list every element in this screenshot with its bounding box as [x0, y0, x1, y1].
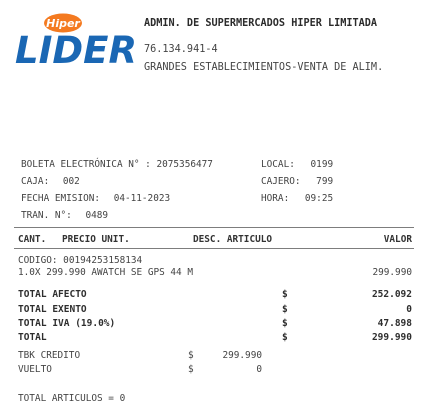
- fecha-label: FECHA EMISION:: [21, 193, 101, 204]
- total-exento-value: 0: [406, 304, 412, 315]
- company-rut: 76.134.941-4: [144, 44, 218, 55]
- hora-row: [261, 194, 333, 203]
- header-cant: CANT.: [18, 234, 47, 245]
- company-name: ADMIN. DE SUPERMERCADOS HIPER LIMITADA: [144, 18, 378, 29]
- company-activity: GRANDES ESTABLECIMIENTOS-VENTA DE ALIM.: [144, 62, 384, 73]
- item-codigo-label: CODIGO:: [18, 255, 58, 266]
- tran-label: TRAN. N°:: [21, 210, 72, 221]
- boleta-number: 2075356477: [156, 159, 213, 170]
- total-currency: $: [282, 332, 288, 343]
- item-codigo: 00194253158134: [63, 255, 143, 266]
- item-valor: 299.990: [372, 267, 412, 278]
- payment-tbk-value: 299.990: [222, 350, 262, 361]
- total-iva-value: 47.898: [377, 318, 412, 329]
- cajero-row: [261, 177, 333, 186]
- total-iva-currency: $: [282, 318, 288, 329]
- fecha-row: [21, 194, 170, 203]
- fecha-value: 04-11-2023: [113, 193, 171, 204]
- separator-header: [14, 248, 414, 249]
- total-exento-label: TOTAL EXENTO: [18, 304, 87, 315]
- lider-wordmark: LIDER: [15, 29, 137, 70]
- payment-vuelto-currency: $: [188, 364, 194, 375]
- local-row: [261, 160, 333, 169]
- tran-value: 0489: [85, 210, 109, 221]
- total-afecto-value: 252.092: [371, 289, 412, 300]
- cajero-value: 799: [316, 176, 334, 187]
- header-desc: DESC. ARTICULO: [193, 234, 273, 245]
- hiper-text: Hiper: [46, 17, 80, 30]
- hiper-lider-logo: [14, 12, 140, 70]
- boleta-row: [21, 160, 213, 169]
- cajero-label: CAJERO:: [261, 176, 301, 187]
- total-afecto-label: TOTAL AFECTO: [18, 289, 87, 300]
- payment-tbk-label: TBK CREDITO: [18, 350, 81, 361]
- item-line: 1.0X 299.990 AWATCH SE GPS 44 M: [18, 267, 193, 278]
- caja-row: [21, 177, 80, 186]
- total-exento-currency: $: [282, 304, 288, 315]
- local-value: 0199: [310, 159, 334, 170]
- header-valor: VALOR: [383, 234, 412, 245]
- total-afecto-currency: $: [282, 289, 288, 300]
- hora-label: HORA:: [261, 193, 290, 204]
- caja-label: CAJA:: [21, 176, 50, 187]
- total-iva-label: TOTAL IVA (19.0%): [18, 318, 116, 329]
- separator-top: [14, 227, 414, 228]
- payment-tbk-currency: $: [188, 350, 194, 361]
- payment-vuelto-label: VUELTO: [18, 364, 52, 375]
- total-value: 299.990: [371, 332, 412, 343]
- header-precio: PRECIO UNIT.: [62, 234, 130, 245]
- payment-vuelto-value: 0: [256, 364, 262, 375]
- boleta-label: BOLETA ELECTRÓNICA N° :: [21, 159, 151, 170]
- total-articulos: TOTAL ARTICULOS = 0: [18, 393, 126, 404]
- hora-value: 09:25: [304, 193, 334, 204]
- total-label: TOTAL: [18, 332, 47, 343]
- local-label: LOCAL:: [261, 159, 295, 170]
- caja-value: 002: [62, 176, 80, 187]
- tran-row: [21, 211, 108, 220]
- lider-logo-graphic: [14, 12, 140, 70]
- item-codigo-row: [18, 256, 142, 265]
